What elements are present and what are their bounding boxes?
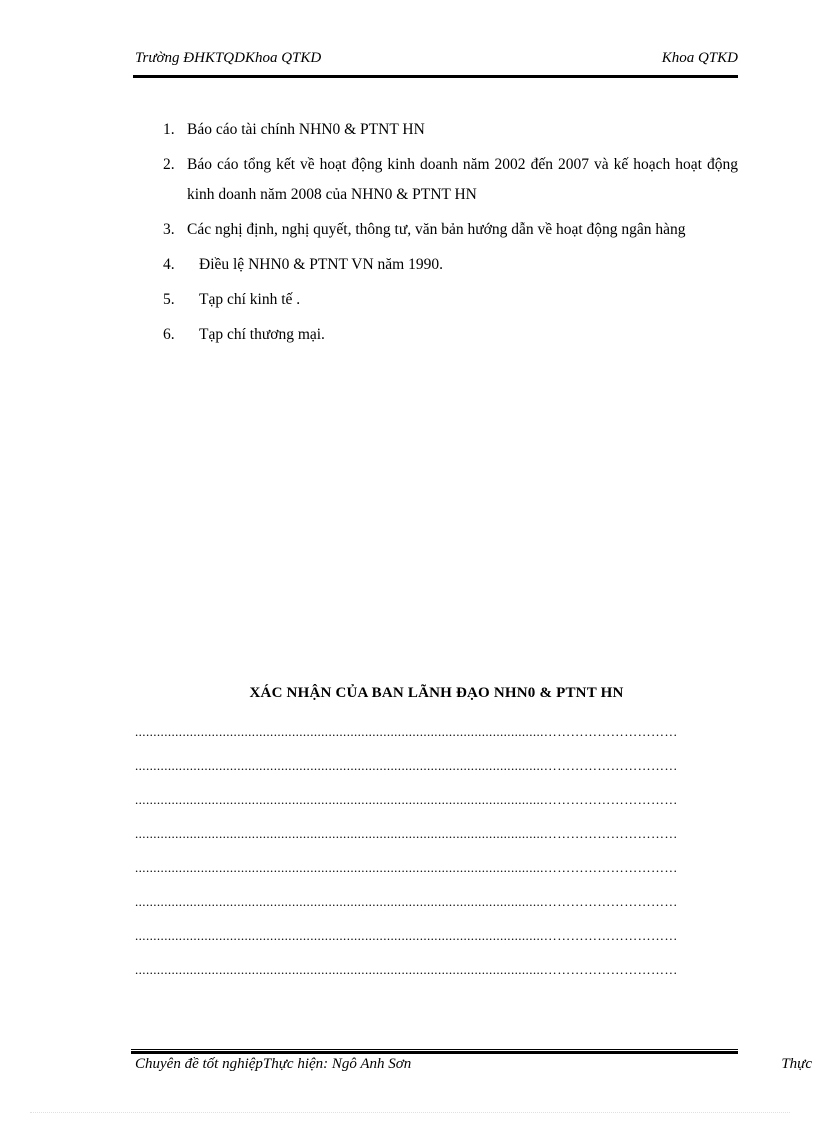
footer-right-text: Thực — [781, 1056, 812, 1072]
header-right-text: Khoa QTKD — [661, 50, 738, 66]
dotted-line: ................................................................................................................………………………… — [135, 826, 678, 841]
dotted-line: ................................................................................................................………………………… — [135, 792, 678, 807]
list-item — [160, 115, 738, 145]
footer-rule-top — [131, 1049, 738, 1050]
list-item-text: Các nghị định, nghị quyết, thông tư, văn bản hướng dẫn về hoạt động ngân hàng — [187, 221, 686, 238]
footer-rule-thick — [131, 1051, 738, 1054]
list-item-number: 2. — [163, 156, 175, 173]
list-item-text: Tạp chí thương mại. — [199, 326, 325, 343]
list-item-number: 4. — [163, 256, 175, 273]
list-item-number: 5. — [163, 291, 175, 308]
page-bottom-dotted-border — [30, 1112, 790, 1113]
list-item-text: Báo cáo tổng kết về hoạt động kinh doanh năm 2002 đến 2007 và kế hoạch hoạt động kinh doanh năm 2008 của NHN0 & PTNT HN — [187, 156, 738, 203]
list-item-text: Tạp chí kinh tế . — [199, 291, 301, 308]
dotted-line: ................................................................................................................………………………… — [135, 724, 678, 739]
page-header — [135, 48, 738, 70]
list-item-text: Báo cáo tài chính NHN0 & PTNT HN — [187, 121, 425, 138]
list-item — [160, 150, 738, 210]
dotted-line: ................................................................................................................………………………… — [135, 894, 678, 909]
list-item-text: Điều lệ NHN0 & PTNT VN năm 1990. — [199, 256, 443, 273]
list-item — [160, 285, 738, 315]
list-item — [160, 250, 738, 280]
confirmation-title: XÁC NHẬN CỦA BAN LÃNH ĐẠO NHN0 & PTNT HN — [249, 685, 624, 701]
footer-left-text: Chuyên đề tốt nghiệpThực hiện: Ngô Anh Sơn — [135, 1056, 412, 1072]
list-item-number: 6. — [163, 326, 175, 343]
list-item-number: 3. — [163, 221, 175, 238]
list-item — [160, 215, 738, 245]
header-left-text: Trường ĐHKTQDKhoa QTKD — [135, 50, 322, 66]
header-rule — [133, 75, 738, 78]
confirmation-dotted-lines — [135, 722, 725, 994]
dotted-line: ................................................................................................................………………………… — [135, 962, 678, 977]
reference-list — [160, 115, 738, 355]
dotted-line: ................................................................................................................………………………… — [135, 928, 678, 943]
list-item — [160, 320, 738, 350]
list-item-number: 1. — [163, 121, 175, 138]
dotted-line: ................................................................................................................………………………… — [135, 860, 678, 875]
dotted-line: ................................................................................................................………………………… — [135, 758, 678, 773]
